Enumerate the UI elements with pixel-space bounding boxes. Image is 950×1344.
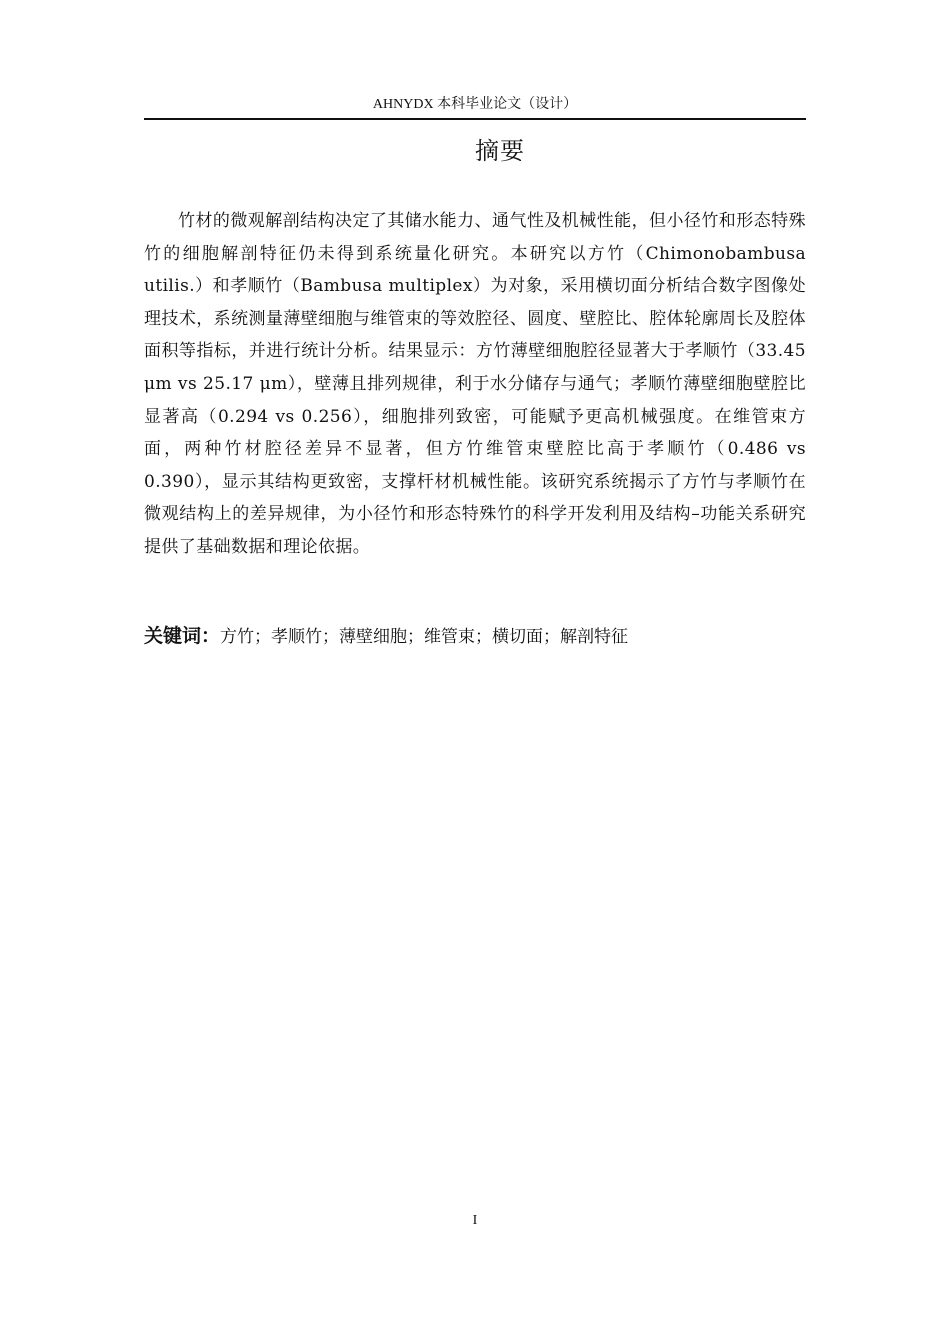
page-number: I [472,1213,478,1228]
header-divider [144,118,806,120]
keywords-label: 关键词： [144,625,221,647]
abstract-title: 摘要 [475,137,525,165]
keywords-line [144,620,806,653]
abstract-body: 竹材的微观解剖结构决定了其储水能力、通气性及机械性能，但小径竹和形态特殊竹的细胞解剖特征仍未得到系统量化研究。本研究以方竹（Chimonobambusa utilis.）和孝顺竹（Bambusa multiplex）为对象，采用横切面分析结合数字图像处理技术，系统测量薄壁细胞与维管束的等效腔径、圆度、壁腔比、腔体轮廓周长及腔体面积等指标，并进行统计分析。结果显示：方竹薄壁细胞腔径显著大于孝顺竹（33.45 μm vs 25.17 μm），壁薄且排列规律，利于水分储存与通气；孝顺竹薄壁细胞壁腔比显著高（0.294 vs 0.256），细胞排列致密，可能赋予更高机械强度。在维管束方面，两种竹材腔径差异不显著，但方竹维管束壁腔比高于孝顺竹（0.486 vs 0.390），显示其结构更致密，支撑杆材机械性能。该研究系统揭示了方竹与孝顺竹在微观结构上的差异规律，为小径竹和形态特殊竹的科学开发利用及结构–功能关系研究提供了基础数据和理论依据。 [144,211,806,557]
page-header: AHNYDX 本科毕业论文（设计） [372,97,578,112]
keywords-value: 方竹；孝顺竹；薄壁细胞；维管束；横切面；解剖特征 [220,627,629,647]
